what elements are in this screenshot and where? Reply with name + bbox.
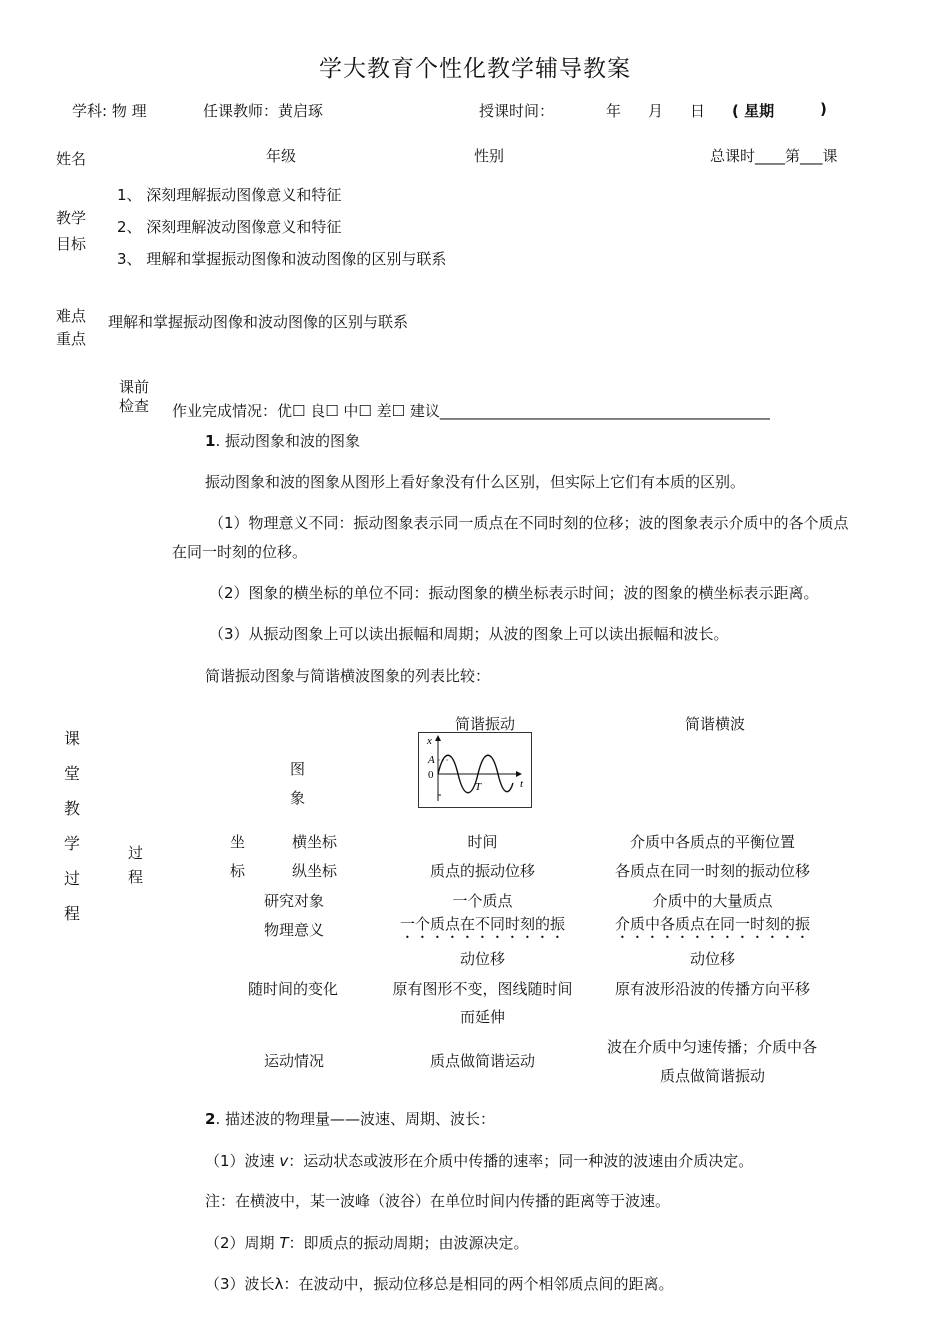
wave-speed-note: 注：在横波中，某一波峰（波谷）在单位时间内传播的距离等于波速。	[205, 1192, 671, 1210]
goal-item-1: 1、 深刻理解振动图像意义和特征	[117, 186, 342, 204]
meaning-vibration-line1: 一个质点在不同时刻的振	[399, 915, 565, 933]
wave-speed-prefix: （1）波速	[205, 1152, 280, 1170]
month-label: 月	[648, 102, 664, 120]
meaning-wave-line2: 动位移	[689, 950, 735, 968]
section1-p3: （3）从振动图象上可以读出振幅和周期；从波的图象上可以读出振幅和波长。	[209, 625, 729, 643]
change-vibration-line2: 而延伸	[459, 1008, 505, 1026]
precheck-label-2: 检查	[119, 397, 150, 415]
process-char-2: 堂	[64, 764, 81, 783]
section1-title: . 振动图象和波的图象	[215, 432, 360, 450]
wave-speed-text: ：运动状态或波形在介质中传播的速率；同一种波的波速由介质决定。	[288, 1152, 754, 1170]
graph-origin-label: 0	[428, 769, 434, 781]
process-char-3: 教	[64, 799, 81, 818]
process-char-6: 程	[64, 904, 81, 923]
object-vibration: 一个质点	[452, 892, 513, 910]
wavelength-text: ：在波动中，振动位移总是相同的两个相邻质点间的距离。	[283, 1275, 674, 1293]
difficulty-text: 理解和掌握振动图像和波动图像的区别与联系	[108, 313, 409, 331]
graph-t-arrow	[516, 771, 522, 777]
y-axis-vibration: 质点的振动位移	[429, 862, 535, 880]
process-char-5: 过	[64, 869, 81, 888]
grade-label: 年级	[266, 147, 297, 165]
section1-p1-line1: （1）物理意义不同：振动图象表示同一质点在不同时刻的位移；波的图象表示介质中的各个质点	[209, 514, 849, 532]
process-char-1: 课	[64, 729, 81, 748]
motion-vibration: 质点做简谐运动	[429, 1052, 535, 1070]
difficulty-label-2: 重点	[56, 330, 87, 348]
precheck-label-1: 课前	[119, 378, 150, 396]
time-label: 授课时间：	[479, 102, 555, 120]
motion-wave-line2: 质点做简谐振动	[659, 1067, 765, 1085]
section2-heading	[205, 1108, 495, 1129]
graph-a-label: A	[428, 754, 435, 766]
day-label: 日	[690, 102, 706, 120]
goal-item-2: 2、 深刻理解波动图像意义和特征	[117, 218, 342, 236]
change-vibration-line1: 原有图形不变，图线随时间	[392, 980, 573, 998]
vibration-graph	[418, 732, 532, 808]
weekday-close: )	[820, 100, 827, 118]
change-wave: 原有波形沿波的传播方向平移	[614, 980, 810, 998]
meaning-label: 物理意义	[264, 921, 325, 939]
section1-heading	[205, 430, 360, 451]
column-header-wave: 简谐横波	[684, 715, 745, 733]
total-hours-field: 总课时____第___课	[710, 147, 838, 165]
wavelength-prefix: （3）波长	[205, 1275, 275, 1293]
motion-label: 运动情况	[264, 1052, 325, 1070]
goal-item-3: 3、 理解和掌握振动图像和波动图像的区别与联系	[117, 250, 447, 268]
goals-label-2: 目标	[56, 235, 87, 253]
section1-p1-line2: 在同一时刻的位移。	[172, 543, 308, 561]
row-graph-char-2: 象	[290, 789, 306, 807]
graph-t-axis-label: t	[520, 778, 524, 790]
vibration-graph-svg	[419, 733, 531, 807]
x-axis-label: 横坐标	[292, 833, 338, 851]
homework-check-line: 作业完成情况：优☐ 良☐ 中☐ 差☐ 建议____________________________________________	[172, 402, 770, 420]
difficulty-label-1: 难点	[56, 307, 87, 325]
meaning-vibration-line2: 动位移	[459, 950, 505, 968]
teacher-field: 任课教师：黄启琢	[203, 102, 324, 120]
section1-p2: （2）图象的横坐标的单位不同：振动图象的横坐标表示时间；波的图象的横坐标表示距离。	[209, 584, 819, 602]
process-sub-2: 程	[128, 868, 144, 886]
subject-field: 学科: 物 理	[72, 102, 147, 120]
x-axis-wave: 介质中各质点的平衡位置	[629, 833, 795, 851]
section1-number: 1	[205, 432, 216, 450]
compare-intro: 简谐振动图象与简谐横波图象的列表比较：	[205, 667, 491, 685]
wavelength-line	[205, 1273, 673, 1294]
graph-period-label: T	[475, 781, 482, 793]
graph-y-arrow	[435, 735, 441, 741]
wave-speed-line	[205, 1150, 753, 1171]
object-wave: 介质中的大量质点	[652, 892, 773, 910]
page-title: 学大教育个性化教学辅导教案	[319, 56, 631, 82]
coord-char-1: 坐	[230, 833, 246, 851]
change-label: 随时间的变化	[248, 980, 339, 998]
y-axis-wave: 各质点在同一时刻的振动位移	[614, 862, 810, 880]
name-label: 姓名	[56, 150, 87, 168]
column-header-vibration: 简谐振动	[454, 715, 515, 733]
y-axis-label: 纵坐标	[292, 862, 338, 880]
weekday-label: ( 星期	[732, 102, 775, 120]
period-text: ：即质点的振动周期；由波源决定。	[288, 1234, 529, 1252]
section2-number: 2	[205, 1110, 216, 1128]
meaning-wave-line1: 介质中各质点在同一时刻的振	[614, 915, 810, 933]
period-prefix: （2）周期	[205, 1234, 280, 1252]
year-label: 年	[606, 102, 622, 120]
coord-char-2: 标	[230, 862, 246, 880]
process-char-4: 学	[64, 834, 81, 853]
row-graph-char-1: 图	[290, 760, 306, 778]
period-var: T	[279, 1234, 289, 1252]
graph-x-label: x	[427, 735, 432, 747]
motion-wave-line1: 波在介质中匀速传播；介质中各	[606, 1038, 817, 1056]
wavelength-var: λ	[274, 1275, 284, 1293]
process-sub-1: 过	[128, 844, 144, 862]
section2-title: . 描述波的物理量——波速、周期、波长：	[215, 1110, 495, 1128]
x-axis-vibration: 时间	[467, 833, 498, 851]
goals-label-1: 教学	[56, 209, 87, 227]
section1-intro: 振动图象和波的图象从图形上看好象没有什么区别，但实际上它们有本质的区别。	[205, 473, 746, 491]
gender-label: 性别	[474, 147, 505, 165]
period-line	[205, 1232, 529, 1253]
object-label: 研究对象	[264, 892, 325, 910]
wave-speed-var: v	[279, 1152, 289, 1170]
